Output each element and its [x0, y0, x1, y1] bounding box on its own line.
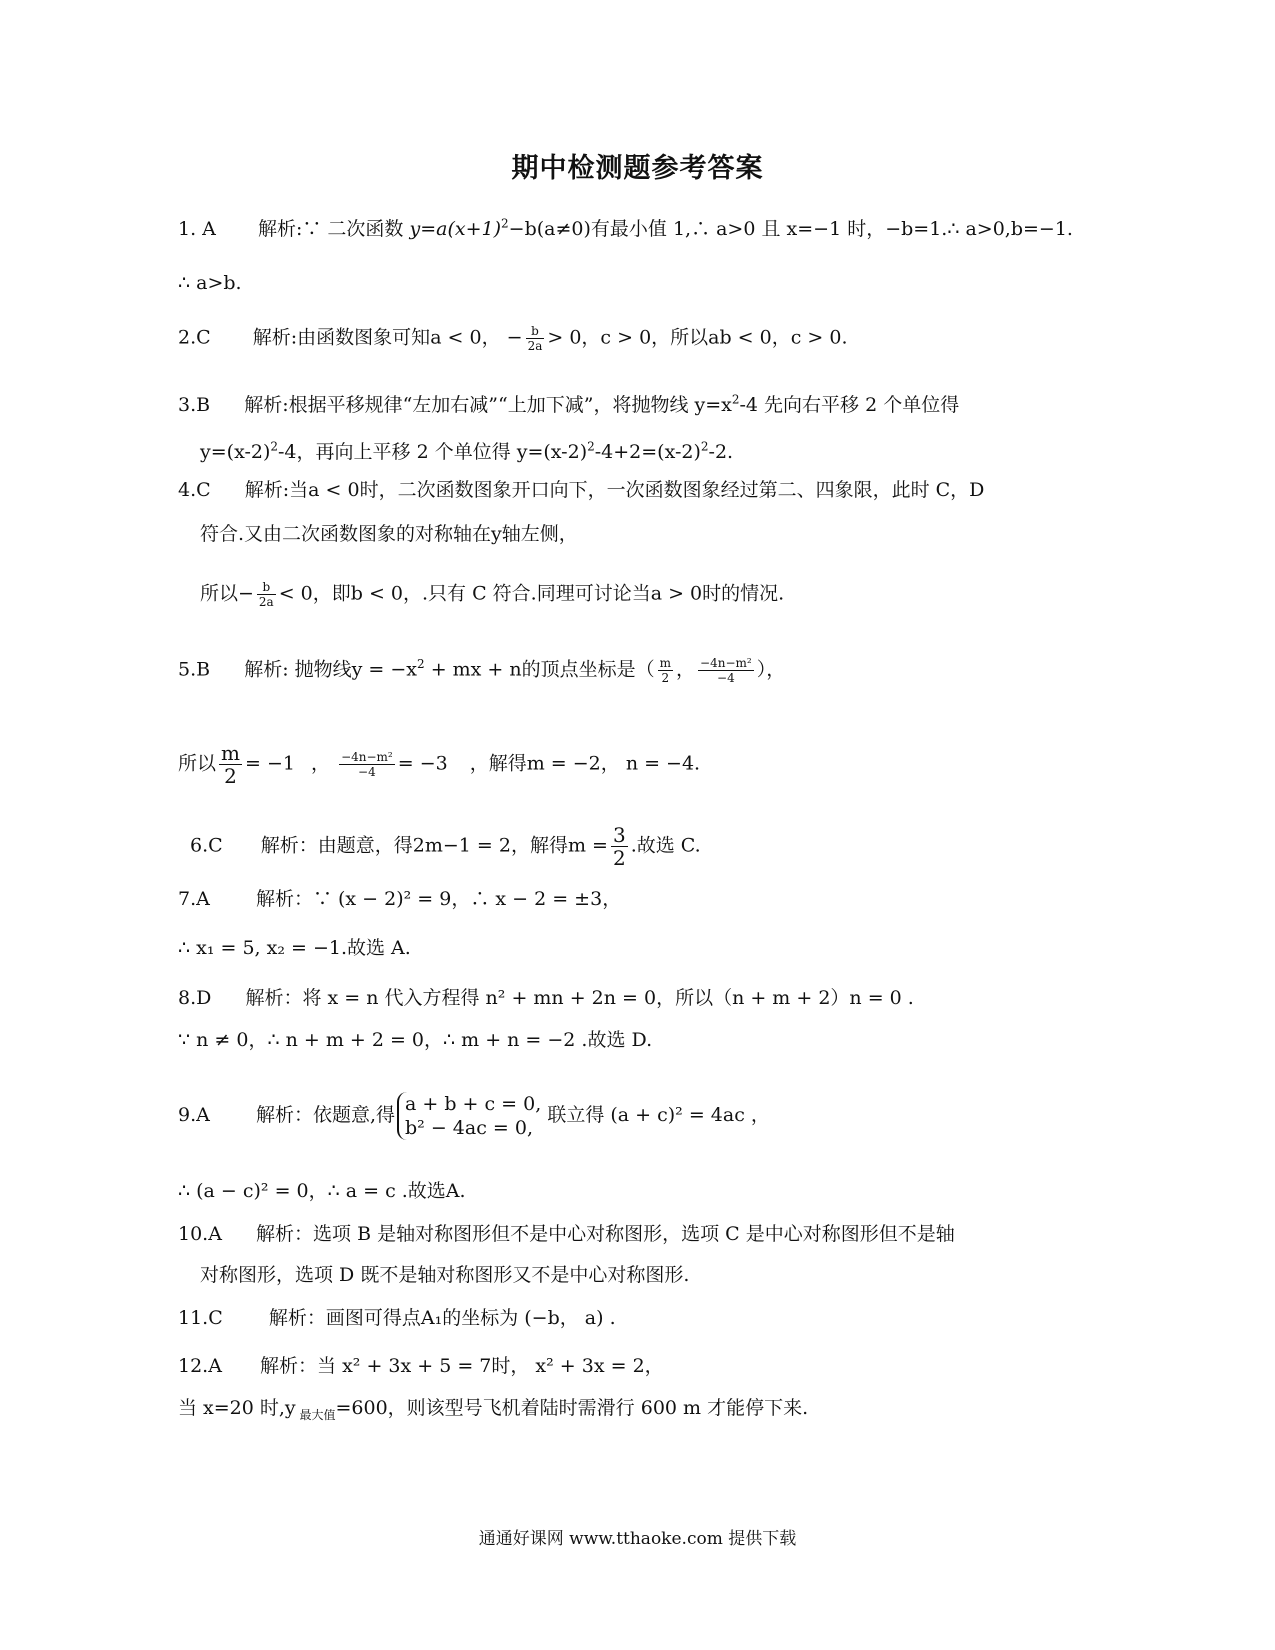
answer-10-text: 选项 B 是轴对称图形但不是中心对称图形，选项 C 是中心对称图形但不是轴 [313, 1223, 955, 1245]
answer-3-number: 3.B [178, 394, 211, 416]
answer-3-expr-d: -2. [708, 441, 734, 463]
answer-5-text-c: ， [676, 658, 696, 681]
answer-4-line-2: 符合.又由二次函数图象的对称轴在y轴左侧， [200, 523, 578, 545]
answer-1-sup: 2 [501, 216, 509, 231]
answer-4-text-b: < 0，即b < 0，.只有 C 符合.同理可讨论当a > 0时的情况. [278, 582, 785, 605]
answer-5-line-1 [178, 656, 785, 685]
equation-system [397, 1092, 541, 1140]
answer-5-eq-1: = −1 [244, 752, 295, 775]
answer-5-fraction-b [698, 656, 754, 685]
answer-3-expr-a: y=(x-2) [200, 441, 271, 463]
fraction-denominator: 2 [661, 671, 670, 685]
answer-12-line-2 [178, 1396, 808, 1420]
fraction-numerator: m [659, 656, 672, 670]
answer-9-line-2: ∴ (a − c)² = 0，∴ a = c .故选A. [178, 1180, 466, 1202]
answer-4-text: 当a < 0时，二次函数图象开口向下，一次函数图象经过第二、四象限，此时 C，D [289, 479, 985, 501]
answer-12-text-b: =600，则该型号飞机着陆时需滑行 600 m 才能停下来. [335, 1397, 809, 1419]
answer-1-text-b: −b(a≠0)有最小值 1,∴ a>0 且 x=−1 时，−b=1.∴ a>0,b=−1. [508, 218, 1073, 240]
answer-8-label: 解析： [245, 987, 303, 1009]
answer-3-sup: 2 [731, 392, 740, 407]
page-footer: 通通好课网 www.tthaoke.com 提供下载 [478, 1529, 797, 1549]
answer-4-text-a: 所以− [200, 582, 254, 605]
answer-11-text: 画图可得点A₁的坐标为 (−b， a) . [325, 1307, 616, 1329]
answer-6-number: 6.C [190, 834, 223, 857]
answer-8-line-1 [178, 986, 914, 1010]
answer-3-sup-a: 2 [270, 439, 279, 454]
answer-6-fraction [611, 824, 628, 869]
answer-11-line [178, 1306, 616, 1330]
answer-4-fraction [257, 580, 276, 609]
answer-4-line-3 [200, 580, 784, 609]
fraction-numerator: −4n−m² [700, 656, 752, 670]
answer-3-line-2 [200, 440, 733, 464]
fraction-numerator: −4n−m² [341, 750, 393, 764]
fraction-numerator: 3 [612, 823, 626, 847]
answer-2-label: 解析: [252, 326, 298, 349]
answer-3-text-b: -4 先向右平移 2 个单位得 [739, 394, 960, 416]
answer-3-label: 解析: [244, 394, 289, 416]
answer-12-line-1 [178, 1354, 664, 1378]
answer-6-text-a: 由题意，得2m−1 = 2，解得m = [317, 834, 608, 857]
fraction-denominator: 2 [612, 846, 626, 870]
answer-8-line-2: ∵ n ≠ 0，∴ n + m + 2 = 0，∴ m + n = −2 .故选 D. [178, 1029, 653, 1051]
answer-1-line-2: ∴ a>b. [178, 272, 242, 294]
fraction-numerator: b [526, 324, 545, 339]
answer-5-eq-2: = −3 [397, 752, 448, 775]
answer-12-label: 解析： [260, 1355, 318, 1377]
answer-11-number: 11.C [178, 1307, 223, 1329]
answer-5-text-b: + mx + n的顶点坐标是（ [424, 658, 655, 681]
fraction-denominator: −4 [358, 765, 376, 779]
answer-7-number: 7.A [178, 888, 210, 910]
answer-5-line-2 [178, 742, 700, 787]
answer-5-so: 所以 [178, 752, 217, 775]
answer-12-subscript: 最大值 [295, 1407, 336, 1422]
answer-5-fraction-c [219, 742, 242, 787]
fraction-denominator: 2a [527, 339, 543, 353]
answer-1-label: 解析: [257, 218, 303, 240]
answer-3-line-1 [178, 393, 959, 417]
answer-5-fraction-a [658, 656, 673, 685]
answer-12-text: 当 x² + 3x + 5 = 7时， x² + 3x = 2， [317, 1355, 664, 1377]
answer-4-label: 解析: [244, 479, 290, 501]
answer-12-text-a: 当 x=20 时,y [178, 1397, 296, 1419]
answer-10-number: 10.A [178, 1223, 222, 1245]
answer-5-comma: ， [311, 752, 331, 775]
answer-9-text-a: 依题意,得 [312, 1104, 396, 1126]
fraction-denominator: 2 [224, 764, 237, 788]
answer-3-text-a: 根据平移规律“左加右减”“上加下减”，将抛物线 y=x [288, 394, 732, 416]
answer-5-label: 解析: [244, 658, 289, 681]
answer-3-expr-b: -4，再向上平移 2 个单位得 y=(x-2) [278, 441, 588, 463]
answer-7-line-1 [178, 887, 621, 911]
answer-5-number: 5.B [178, 658, 211, 681]
answer-5-result: ，解得m = −2， n = −4. [469, 752, 701, 775]
answer-8-number: 8.D [178, 987, 212, 1009]
fraction-denominator: −4 [717, 671, 735, 685]
answer-2-text-b: a < 0， [430, 326, 501, 349]
answer-11-label: 解析： [268, 1307, 326, 1329]
equation-1: a + b + c = 0, [405, 1093, 542, 1115]
equation-2: b² − 4ac = 0, [405, 1117, 533, 1139]
answer-2-fraction [526, 324, 545, 353]
answer-5-sup: 2 [417, 657, 425, 672]
answer-4-number: 4.C [178, 479, 211, 501]
answer-4-line-1 [178, 478, 984, 502]
answer-2-number: 2.C [178, 326, 211, 349]
answer-12-number: 12.A [178, 1355, 222, 1377]
answer-3-sup-c: 2 [700, 439, 709, 454]
answer-1-text-a: ∵ 二次函数 [302, 218, 410, 240]
answer-3-expr-c: -4+2=(x-2) [594, 441, 701, 463]
answer-5-text-d: ）， [756, 658, 786, 681]
answer-1-expr: y=a(x+1) [409, 218, 502, 240]
answer-9-line-1 [178, 1092, 770, 1140]
answer-9-text-b: 联立得 (a + c)² = 4ac ， [547, 1104, 770, 1126]
page-title: 期中检测题参考答案 [511, 153, 764, 184]
answer-6-label: 解析： [260, 834, 318, 857]
answer-5-text-a: 抛物线y = −x [294, 658, 418, 681]
answer-3-sup-b: 2 [587, 439, 595, 454]
answer-6-line [190, 824, 701, 869]
answer-7-label: 解析： [255, 888, 313, 910]
fraction-numerator: m [221, 741, 240, 765]
answer-6-text-b: .故选 C. [630, 834, 701, 857]
answer-1-line-1 [178, 217, 1073, 241]
answer-2-text-a: 由函数图象可知 [297, 326, 431, 349]
answer-9-number: 9.A [178, 1104, 210, 1126]
answer-8-text: 将 x = n 代入方程得 n² + mn + 2n = 0，所以（n + m + 2）n = 0 . [302, 987, 914, 1009]
answer-7-text: ∵ (x − 2)² = 9，∴ x − 2 = ±3， [312, 888, 622, 910]
answer-2-text-c: > 0，c > 0，所以ab < 0，c > 0. [547, 326, 848, 349]
answer-5-fraction-d [339, 750, 395, 779]
answer-10-line-2: 对称图形，选项 D 既不是轴对称图形又不是中心对称图形. [200, 1264, 690, 1286]
answer-1-number: 1. A [178, 218, 216, 240]
answer-10-line-1 [178, 1222, 955, 1246]
answer-7-line-2: ∴ x₁ = 5, x₂ = −1.故选 A. [178, 937, 411, 959]
answer-9-label: 解析： [255, 1104, 313, 1126]
fraction-denominator: 2a [258, 595, 274, 609]
fraction-numerator: b [257, 580, 276, 595]
answer-2-line: 2.C 解析:由函数图象可知a < 0， − $\frac{b}{2a}$ > 0，c > 0，所以ab < 0，c > 0. [178, 324, 848, 353]
answer-10-label: 解析： [256, 1223, 314, 1245]
